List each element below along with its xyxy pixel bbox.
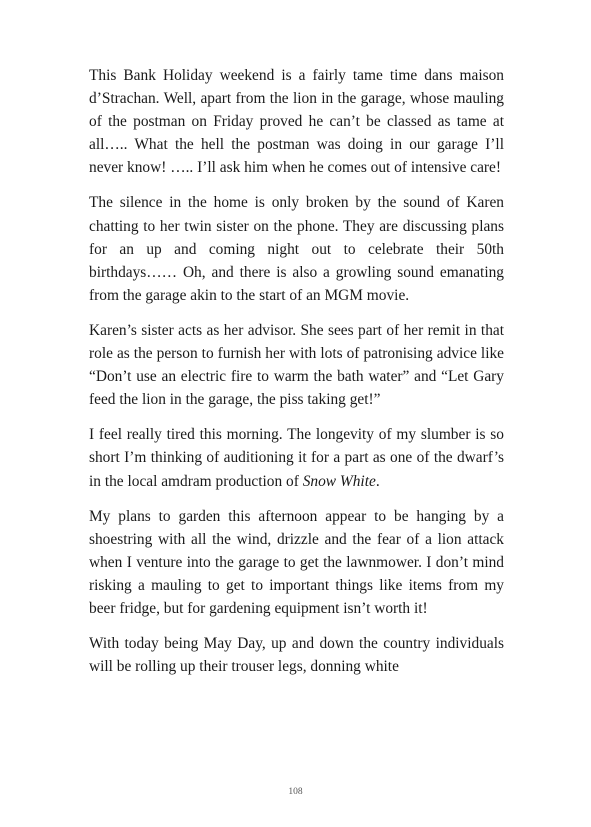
page-number: 108: [288, 787, 303, 797]
paragraph-4-end: .: [375, 472, 380, 490]
paragraph-3: Karen’s sister acts as her advisor. She sees part of her remit in that role as the person to furnish her with lots of patronising advice like “Don’t use an electric fire to warm the bath water” and “Let Gary feed the lion in the garage, the piss taking get!”: [89, 321, 504, 409]
paragraph-4: [89, 423, 504, 492]
paragraph-1: This Bank Holiday weekend is a fairly tame time dans maison d’Strachan. Well, apart from the lion in the garage, whose mauling of the postman on Friday proved he can’t be classed as tame at all….. What the hell the postman was doing in our garage I’ll never know! ….. I’ll ask him when he comes out of intensive care!: [89, 67, 504, 177]
body-text: [89, 64, 504, 690]
paragraph-4-text: I feel really tired this morning. The longevity of my slumber is so short I’m thinking of auditioning it for a part as one of the dwarf’s in the local amdram production of: [89, 426, 504, 490]
paragraph-4-italic-title: Snow White: [302, 472, 376, 490]
paragraph-6: With today being May Day, up and down the country individuals will be rolling up their trouser legs, donning white: [89, 635, 504, 676]
paragraph-2: The silence in the home is only broken by the sound of Karen chatting to her twin sister on the phone. They are discussing plans for an up and coming night out to celebrate their 50th birthdays…… Oh, and there is also a growling sound emanating from the garage akin to the start of an MGM movie.: [89, 194, 504, 304]
paragraph-5: My plans to garden this afternoon appear to be hanging by a shoestring with all the wind, drizzle and the fear of a lion attack when I venture into the garage to get the lawnmower. I don’t mind risking a mauling to get to important things like items from my beer fridge, but for gardening equipment isn’t worth it!: [89, 507, 504, 617]
